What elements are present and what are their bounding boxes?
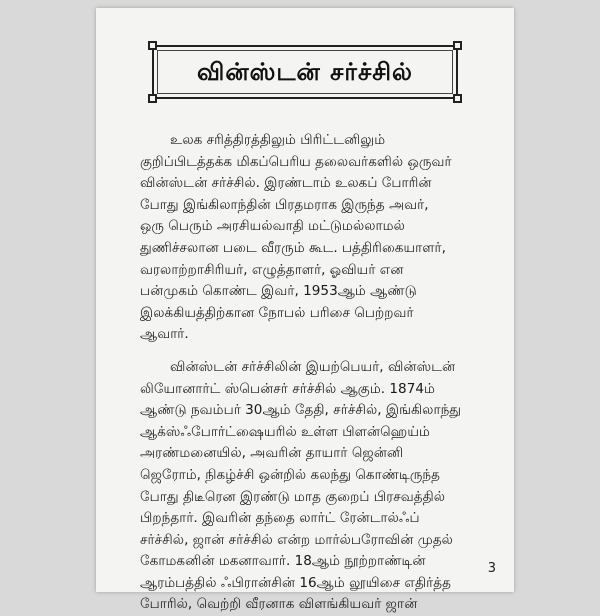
text-line: வின்ஸ்டன் சர்ச்சிலின் இயற்பெயர், வின்ஸ்டன்	[170, 358, 456, 375]
paragraph	[140, 130, 476, 346]
text-line: இலக்கியத்திற்கான நோபல் பரிசை பெற்றவர்	[140, 304, 414, 321]
text-line: பிறந்தார். இவரின் தந்தை லார்ட் ரேன்டால்ஃப்	[140, 510, 420, 527]
text-line: உலக சரித்திரத்திலும் பிரிட்டனிலும்	[170, 132, 386, 148]
text-line: வின்ஸ்டன் சர்ச்சில். இரண்டாம் உலகப் போரின்	[140, 175, 432, 192]
frame-corner-ornament	[453, 41, 462, 50]
text-line: லியோனார்ட் ஸ்பென்சர் சர்ச்சில் ஆகும். 1874ம்	[140, 380, 435, 397]
text-line: போது திடீரென இரண்டு மாத குறைப் பிரசவத்தில்	[140, 488, 446, 505]
page-number: 3	[487, 561, 496, 576]
text-line: ஆண்டு நவம்பர் 30ஆம் தேதி, சர்ச்சில், இங்கிலாந்து	[140, 402, 462, 419]
text-line: ஒரு பெரும் அரசியல்வாதி மட்டுமல்லாமல்	[140, 218, 405, 235]
text-line: துணிச்சலான படை வீரரும் கூட. பத்திரிகையாளர்,	[140, 239, 446, 256]
title-frame	[152, 45, 458, 99]
chapter-title: வின்ஸ்டன் சர்ச்சில்	[197, 58, 413, 86]
frame-corner-ornament	[148, 94, 157, 103]
frame-corner-ornament	[453, 94, 462, 103]
text-line: ஆக்ஸ்ஃபோர்ட்ஷையரில் உள்ள பிளன்ஹெய்ம்	[140, 423, 430, 440]
paragraph	[140, 357, 476, 616]
paragraph-gap	[140, 346, 476, 357]
text-line: பன்முகம் கொண்ட இவர், 1953ஆம் ஆண்டு	[140, 283, 417, 300]
book-page	[96, 8, 514, 613]
text-line: சர்ச்சில், ஜான் சர்ச்சில் என்ற மார்ல்பரோவின் முதல்	[140, 531, 453, 548]
frame-corner-ornament	[148, 41, 157, 50]
text-line: ஆவார்.	[140, 326, 189, 343]
text-line: ஜெரோம், நிகழ்ச்சி ஒன்றில் கலந்து கொண்டிருந்த	[140, 466, 441, 483]
text-line: அரண்மனையில், அவரின் தாயார் ஜென்னி	[140, 445, 404, 462]
text-line: கோமகனின் மகனாவார். 18ஆம் நூற்றாண்டின்	[140, 553, 426, 570]
text-line: குறிப்பிடத்தக்க மிகப்பெரிய தலைவர்களில் ஒருவர்	[140, 153, 452, 170]
text-line: போரில், வெற்றி வீரனாக விளங்கியவர் ஜான்	[140, 596, 418, 613]
text-line: ஆரம்பத்தில் ஃபிரான்சின் 16ஆம் லூயிசை எதிர்த்த	[140, 574, 451, 591]
body-text	[140, 130, 476, 616]
paragraphs	[140, 130, 476, 616]
text-line: போது இங்கிலாந்தின் பிரதமராக இருந்த அவர்,	[140, 196, 429, 213]
text-line: வரலாற்றாசிரியர், எழுத்தாளர், ஓவியர் என	[140, 261, 404, 278]
